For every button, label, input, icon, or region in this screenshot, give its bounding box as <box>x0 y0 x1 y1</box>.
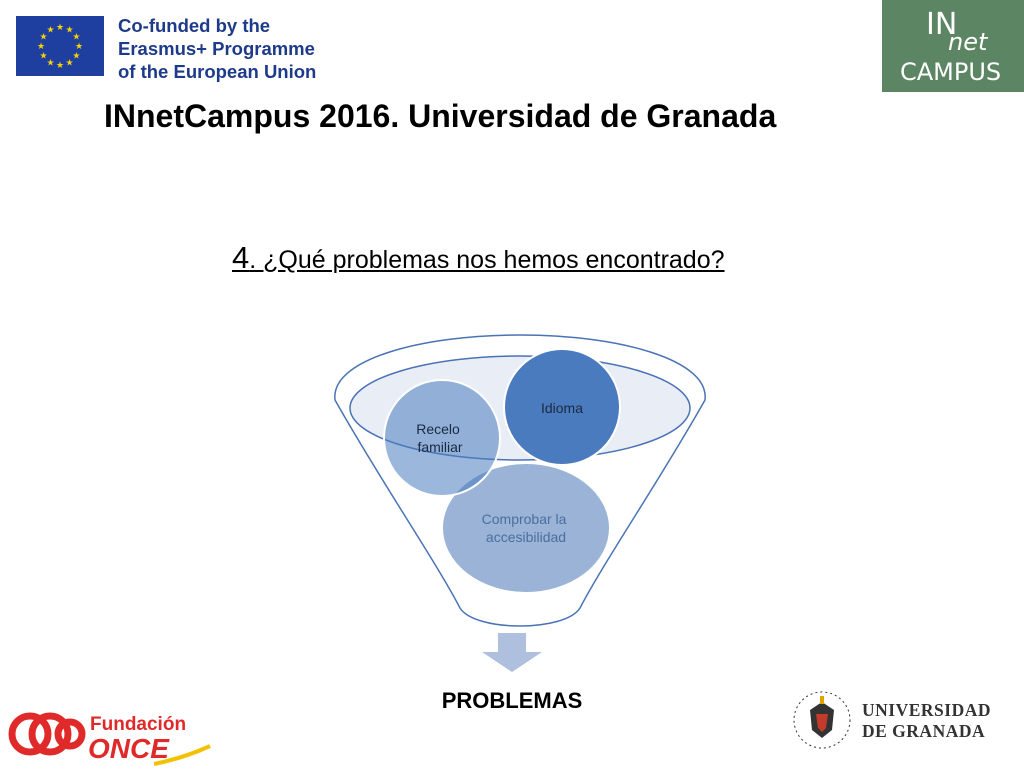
eu-star-icon: ★ <box>55 22 65 32</box>
label-comprobar-line1: Comprobar la <box>481 511 567 527</box>
ugr-text-line2: DE GRANADA <box>862 721 986 741</box>
label-comprobar-line2: accesibilidad <box>485 529 567 545</box>
page-title: INnetCampus 2016. Universidad de Granada <box>104 98 777 134</box>
innet-logo-campus: CAMPUS <box>900 58 1002 86</box>
problems-funnel-diagram <box>330 330 710 675</box>
eu-cofunded-text: Co-funded by the Erasmus+ Programme of the European Union <box>118 15 317 82</box>
eu-star-icon: ★ <box>39 50 48 61</box>
eu-star-icon: ★ <box>72 50 81 61</box>
funnel-result-label: PROBLEMAS <box>441 688 583 713</box>
once-rings-icon <box>12 716 82 752</box>
innet-campus-logo <box>882 0 1024 92</box>
eu-star-icon: ★ <box>74 41 84 51</box>
label-recelo-line1: Recelo <box>416 421 460 437</box>
eu-star-icon: ★ <box>55 60 65 70</box>
innet-logo-in: IN <box>926 7 958 42</box>
down-arrow-icon <box>482 633 542 672</box>
eu-erasmus-logo <box>16 14 316 80</box>
eu-star-icon: ★ <box>65 57 74 68</box>
circle-recelo-familiar <box>384 380 500 496</box>
label-idioma: Idioma <box>540 400 584 416</box>
eu-stars-icon <box>16 16 104 76</box>
fundacion-once-logo <box>4 700 214 768</box>
ugr-seal-icon <box>790 688 854 752</box>
section-question: . ¿Qué problemas nos hemos encontrado? <box>249 246 725 274</box>
eu-flag-icon <box>16 16 104 76</box>
once-text: ONCE <box>88 733 169 764</box>
section-number: 4 <box>232 240 250 275</box>
innet-logo-net: net <box>948 28 988 56</box>
fundacion-text: Fundación <box>90 714 187 735</box>
section-heading <box>232 240 725 276</box>
eu-star-icon: ★ <box>39 31 48 42</box>
eu-star-icon: ★ <box>65 24 74 35</box>
eu-star-icon: ★ <box>72 31 81 42</box>
ugr-text-line1: UNIVERSIDAD <box>862 700 991 720</box>
eu-star-icon: ★ <box>46 24 55 35</box>
eu-star-icon: ★ <box>46 57 55 68</box>
ugr-text <box>862 700 991 742</box>
universidad-granada-logo <box>790 688 1005 752</box>
eu-star-icon: ★ <box>36 41 46 51</box>
label-recelo-line2: familiar <box>417 439 463 455</box>
